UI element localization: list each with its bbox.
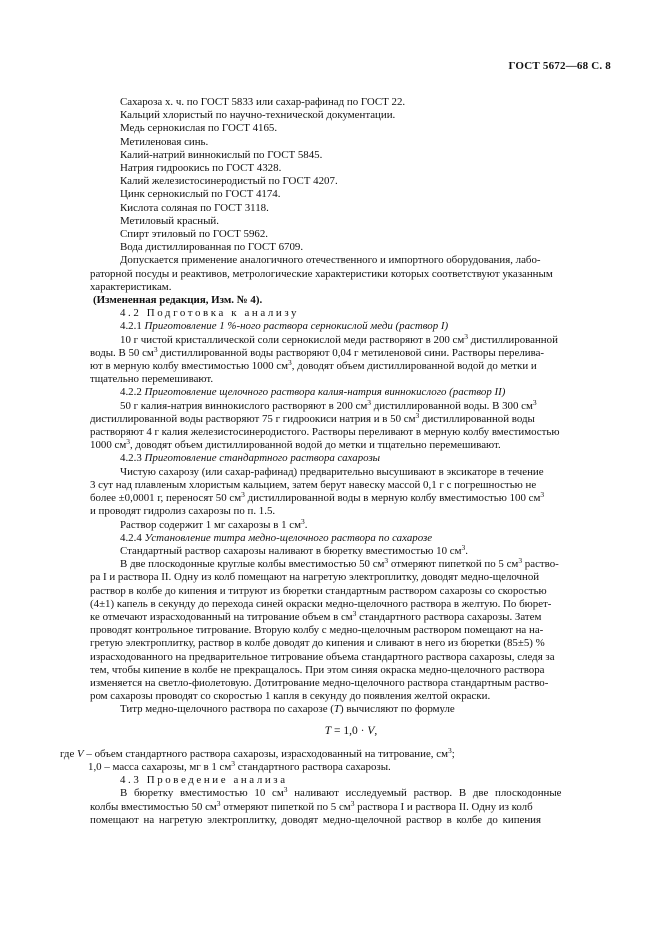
text-line (90, 542, 612, 558)
text-line (90, 360, 612, 373)
variable: V (367, 724, 375, 737)
text: – объем стандартного раствора сахарозы, израсходованный на титрование, см (83, 747, 448, 760)
superscript: 3 (384, 556, 389, 566)
text-line: гретую электроплитку, раствор в колбе доводят до кипения и сливают в него из бюретки (85±5) % (90, 637, 545, 650)
reagent-item: Медь сернокислая по ГОСТ 4165. (120, 122, 278, 135)
superscript: 3 (518, 556, 523, 566)
text: ) вычисляют по формуле (339, 703, 455, 716)
text-line (90, 608, 612, 624)
text: , доводят объем дистиллированной водой до метки и (291, 360, 537, 373)
text: воды. В 50 см (90, 346, 154, 359)
text: раство- (522, 558, 559, 571)
section-title: Приготовление 1 %-ного раствора сернокислой меди (раствор I) (144, 320, 449, 333)
superscript: 3 (367, 397, 372, 407)
text-line (90, 344, 612, 360)
superscript: 3 (447, 745, 452, 755)
superscript: 3 (461, 542, 466, 552)
text: раствора I и раствора II. Одну из колб (354, 800, 533, 813)
text: ке отмечают израсходованный на титрование объем в см (90, 610, 353, 623)
text: более ±0,0001 г, переносят 50 см (90, 492, 242, 505)
text-line: (4±1) капель в секунду до перехода синей окраски медно-щелочного раствора в желтую. По бюрет- (90, 597, 552, 610)
text: колбы вместимостью 50 см (90, 800, 217, 813)
section-number: 4.2.1 (120, 320, 142, 333)
text-line: Допускается применение аналогичного отечественного и импортного оборудования, лабо- (120, 254, 541, 267)
text: ют в мерную колбу вместимостью 1000 см (90, 360, 289, 373)
text: где (60, 747, 78, 760)
text: , доводят объем дистиллированной водой до метки и тщательно перемешивают. (129, 439, 501, 452)
text: стандартного раствора сахарозы. (235, 760, 391, 773)
superscript: 3 (288, 358, 292, 368)
text-line: и проводят гидролиз сахарозы по п. 1.5. (90, 505, 276, 518)
text-line: 3 сут над плавленым хлористым кальцием, затем берут навеску массой 0,1 г с погрешностью не (90, 478, 537, 491)
text-line: израсходованного на предварительное титрование объема стандартного раствора сахарозы, следя за (90, 650, 555, 663)
superscript: 3 (532, 397, 537, 407)
text-line: проводят контрольное титрование. Вторую колбу с медно-щелочным раствором помещают на на- (90, 624, 544, 637)
equipment-note (90, 254, 612, 294)
text: дистиллированной воды в мерную колбу вместимостью 100 см (244, 492, 541, 505)
text: дистиллированной воды. В 300 см (371, 399, 533, 412)
reagent-list (90, 96, 612, 254)
section-title: Установление титра медно-щелочного раствора по сахарозе (144, 531, 433, 544)
reagent-item: Кислота соляная по ГОСТ 3118. (120, 201, 269, 214)
superscript: 3 (153, 344, 158, 354)
text-line (90, 798, 612, 814)
variable: T (324, 724, 332, 737)
text-line: изменяется на светло-фиолетовую. Дотитрование медно-щелочного раствора стандартным раство- (90, 676, 549, 689)
text: дистиллированной воды растворяют 0,04 г метиленовой сини. Растворы перелива- (157, 346, 545, 359)
text: 1,0 – масса сахарозы, мг в 1 см (88, 760, 232, 773)
text: . (304, 518, 308, 531)
superscript: 3 (231, 758, 235, 768)
section-4-2-4-heading (90, 532, 612, 545)
text: 50 г калия-натрия виннокислого растворяют в 200 см (120, 399, 368, 412)
text-line: раторной посуды и реактивов, метрологические характеристики которых соответствуют указанным (90, 267, 553, 280)
text-line (90, 492, 612, 505)
page-header: ГОСТ 5672—68 С. 8 (508, 60, 611, 72)
text: дистиллированной (468, 333, 558, 346)
reagent-item: Метиленовая синь. (120, 135, 209, 148)
variable: V (77, 747, 84, 760)
variable: T (333, 703, 340, 716)
text: Титр медно-щелочного раствора по сахарозе ( (120, 703, 334, 716)
text: . (465, 544, 468, 557)
text-line: тщательно перемешивают. (90, 373, 214, 386)
text: отмеряют пипеткой по 5 см (388, 558, 519, 571)
text: ; (451, 747, 455, 760)
formula-legend (88, 758, 612, 774)
text-line (90, 397, 612, 413)
text-line (90, 410, 612, 426)
reagent-item: Вода дистиллированная по ГОСТ 6709. (120, 241, 304, 254)
section-number: 4.2.2 (120, 386, 142, 399)
text: Стандартный раствор сахарозы наливают в бюретку вместимостью 10 см (120, 544, 462, 557)
reagent-item: Калий железистосинеродистый по ГОСТ 4207. (120, 175, 338, 188)
superscript: 3 (350, 798, 355, 808)
text: В бюретку вместимостью 10 см (120, 787, 284, 800)
superscript: 3 (415, 410, 420, 420)
superscript: 3 (540, 490, 545, 500)
formula (90, 725, 612, 738)
text-line: раствор в колбе до кипения и титруют из бюретки стандартным раствором сахарозы со скоростью (90, 584, 547, 597)
section-number: 4.2.3 (120, 452, 142, 465)
reagent-item: Метиловый красный. (120, 214, 219, 227)
text: Раствор содержит 1 мг сахарозы в 1 см (120, 518, 301, 531)
formula-legend (60, 745, 612, 761)
text: , (374, 724, 378, 737)
section-4-2-1-heading (90, 320, 612, 333)
reagent-item: Сахароза х. ч. по ГОСТ 5833 или сахар-рафинад по ГОСТ 22. (120, 96, 406, 108)
text: В две плоскодонные круглые колбы вместимостью 50 см (120, 558, 385, 571)
superscript: 3 (300, 516, 305, 526)
text-line: ром сахарозы проводят со скоростью 1 капля в секунду до появления желтой окраски. (90, 690, 491, 703)
text-line: помещают на нагретую электроплитку, доводят медно-щелочной раствор в колбе до кипения (90, 813, 542, 826)
section-4-2-3-heading (90, 452, 612, 465)
text-line (90, 516, 612, 532)
section-title: Приготовление стандартного раствора сахарозы (144, 452, 381, 465)
text: дистиллированной воды растворяют 75 г гидроокиси натрия и в 50 см (90, 412, 416, 425)
text-line (90, 703, 612, 716)
superscript: 3 (283, 785, 288, 795)
reagent-item: Кальций хлористый по научно-технической документации. (120, 109, 396, 122)
reagent-item: Цинк сернокислый по ГОСТ 4174. (120, 188, 281, 201)
text: 1000 см (90, 439, 127, 452)
reagent-item: Спирт этиловый по ГОСТ 5962. (120, 228, 269, 241)
text-line (90, 439, 612, 452)
text: отмеряют пипеткой по 5 см (220, 800, 351, 813)
section-4-3-title: 4.3 Проведение анализа (120, 774, 288, 787)
revision-note: (Измененная редакция, Изм. № 4). (93, 294, 263, 307)
superscript: 3 (464, 331, 469, 341)
text: дистиллированной воды (419, 412, 535, 425)
reagent-item: Натрия гидроокись по ГОСТ 4328. (120, 162, 282, 175)
text: = 1,0 · (331, 724, 368, 737)
text: 10 г чистой кристаллической соли сернокислой меди растворяют в 200 см (120, 333, 465, 346)
text-line: растворяют 4 г калия железистосинеродистого. Растворы переливают в мерную колбу вместимостью (90, 426, 560, 439)
text-line: характеристикам. (90, 280, 172, 293)
reagent-item: Калий-натрий виннокислый по ГОСТ 5845. (120, 148, 323, 161)
superscript: 3 (241, 490, 245, 500)
superscript: 3 (352, 608, 357, 618)
section-4-2-title: 4.2 Подготовка к анализу (120, 307, 300, 320)
text-line: ра I и раствора II. Одну из колб помещают на нагретую электроплитку, доводят медно-щелочной (90, 571, 540, 584)
document-body (60, 96, 612, 827)
section-title: Приготовление щелочного раствора калия-натрия виннокислого (раствор II) (144, 386, 506, 399)
superscript: 3 (216, 798, 221, 808)
section-number: 4.2.4 (120, 531, 142, 544)
text-line (90, 558, 612, 571)
text-line: тем, чтобы кипение в колбе не прекращалось. При этом синяя окраска медно-щелочного раствора (90, 663, 545, 676)
text: наливают исследуемый раствор. В две плоскодонные (287, 787, 562, 800)
text-line: Чистую сахарозу (или сахар-рафинад) предварительно высушивают в эксикаторе в течение (120, 465, 544, 478)
text-line (90, 331, 612, 347)
superscript: 3 (126, 437, 130, 447)
text: стандартного раствора сахарозы. Затем (356, 610, 542, 623)
